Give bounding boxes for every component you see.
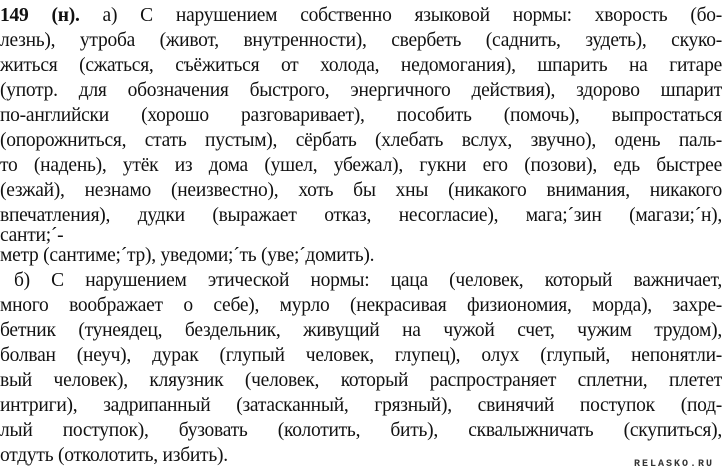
paragraph-a-line-3: житься (сжаться, съёжиться от холода, недомогания), шпарить на гитаре <box>0 55 722 76</box>
paragraph-a-line-11: метр (сантиме;´тр), уведоми;´ть (уве;´домить). <box>0 245 375 266</box>
paragraph-a-line-8: (езжай), незнамо (неизвестно), хоть бы хны (никакого внимания, никакого <box>0 180 722 201</box>
paragraph-b-line-8: отдуть (отколотить, избить). <box>0 445 228 466</box>
paragraph-a-line-1 <box>0 4 722 27</box>
paragraph-a-line-5: по-английски (хорошо разговаривает), пособить (помочь), выпростаться <box>0 105 722 126</box>
paragraph-a-line-4: (употр. для обозначения быстрого, энергичного действия), здорово шпарит <box>0 80 722 101</box>
paragraph-b-line-3: бетник (тунеядец, бездельник, живущий на чужой счет, чужим трудом), <box>0 320 722 341</box>
paragraph-a-line-2: лезнь), утроба (живот, внутренности), свербеть (саднить, зудеть), скуко- <box>0 30 722 51</box>
paragraph-b-line-4: болван (неуч), дурак (глупый человек, глупец), олух (глупый, непонятли- <box>0 345 722 366</box>
paragraph-b-line-2: много воображает о себе), мурло (некрасивая физиономия, морда), захре- <box>0 295 722 316</box>
paragraph-b-line-7: лый поступок), бузовать (колотить, бить), сквалыжничать (скупиться), <box>0 420 722 441</box>
exercise-number: 149 (н). <box>0 5 80 26</box>
paragraph-b-line-6: интриги), задрипанный (затасканный, грязный), свинячий поступок (под- <box>0 395 722 416</box>
paragraph-a-line-9: впечатления), дудки (выражает отказ, несогласие), мага;´зин (магази;´н), <box>0 205 722 226</box>
watermark: RELASKO.RU <box>633 459 714 470</box>
paragraph-a-line-10: санти;´- <box>0 225 64 246</box>
paragraph-a-line-1-text: а) С нарушением собственно языковой нормы: хворость (бо- <box>79 5 722 26</box>
paragraph-b-line-1: б) С нарушением этической нормы: цаца (человек, который важничает, <box>14 270 722 291</box>
paragraph-a-line-7: то (надень), утёк из дома (ушел, убежал), гукни его (позови), едь быстрее <box>0 155 722 176</box>
paragraph-a-line-6: (опорожниться, стать пустым), сёрбать (хлебать вслух, звучно), одень паль- <box>0 130 722 151</box>
paragraph-b-line-5: вый человек), кляузник (человек, который распространяет сплетни, плетет <box>0 370 722 391</box>
